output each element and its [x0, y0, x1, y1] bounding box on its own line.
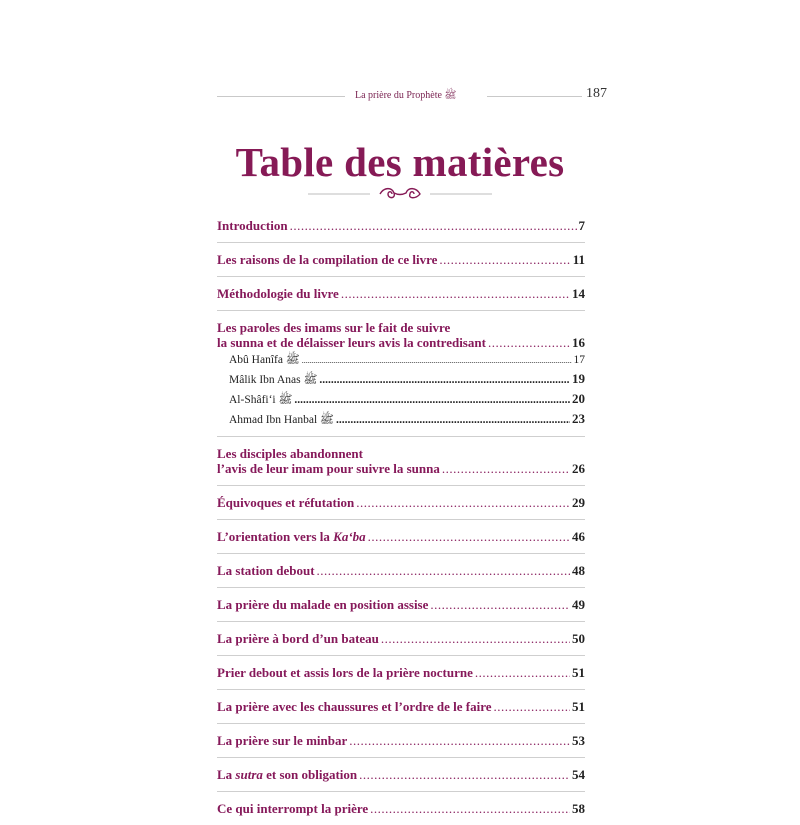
toc-entry-station-debout[interactable]	[217, 563, 585, 578]
divider	[217, 723, 585, 724]
toc-entry-page: 7	[578, 218, 585, 233]
toc-entry-title-part: La	[217, 767, 236, 782]
toc-entry-raisons[interactable]	[217, 252, 585, 267]
toc-entry-page: 58	[572, 801, 585, 816]
toc-entry-title	[217, 529, 366, 544]
toc-subentry-page: 19	[572, 371, 585, 386]
header-rule-right	[487, 96, 582, 97]
toc-entry-page: 26	[572, 461, 585, 476]
divider	[217, 519, 585, 520]
flourish-ornament-icon	[308, 184, 492, 204]
toc-subentry-page: 23	[572, 411, 585, 426]
divider	[217, 310, 585, 311]
divider	[217, 621, 585, 622]
toc-entry-page: 48	[572, 563, 585, 578]
toc-entry-page: 51	[572, 699, 585, 714]
toc-entry-chaussures[interactable]	[217, 699, 585, 714]
dot-leader	[381, 631, 570, 646]
toc-entry-title-italic: Ka‘ba	[333, 529, 366, 544]
toc-entry-title-italic: sutra	[235, 767, 263, 782]
toc-entry-introduction[interactable]	[217, 218, 585, 233]
toc-entry-orientation[interactable]	[217, 529, 585, 544]
dot-leader	[359, 767, 570, 782]
toc-entry-page: 29	[572, 495, 585, 510]
toc-entry-page: 50	[572, 631, 585, 646]
toc-subentry-title: Abû Hanîfa ﷺ	[229, 354, 300, 366]
page-title: Table des matières	[235, 139, 565, 185]
page-number: 187	[586, 86, 607, 101]
dot-leader	[302, 353, 572, 368]
toc-subentry-title: Al-Shâfi‘i ﷺ	[229, 394, 293, 406]
dot-leader	[317, 563, 570, 578]
toc-entry-title-line2: l’avis de leur imam pour suivre la sunna	[217, 461, 440, 476]
toc-subentry-malik[interactable]	[229, 371, 585, 388]
toc-entry-title: Prier debout et assis lors de la prière nocturne	[217, 665, 473, 680]
toc-entry-title-line1: Les paroles des imams sur le fait de suivre	[217, 320, 451, 335]
toc-entry-page: 51	[572, 665, 585, 680]
dot-leader	[356, 495, 570, 510]
divider	[217, 485, 585, 486]
dot-leader	[475, 665, 570, 680]
toc-entry-title: La prière avec les chaussures et l’ordre de le faire	[217, 699, 492, 714]
toc-subentry-page: 17	[573, 354, 585, 366]
toc-subentry-page: 20	[572, 391, 585, 406]
toc-entry-page: 53	[572, 733, 585, 748]
toc-entry-page: 54	[572, 767, 585, 782]
toc-entry-title-line1: Les disciples abandonnent	[217, 446, 363, 461]
toc-subentry-title: Ahmad Ibn Hanbal ﷺ	[229, 414, 334, 426]
dot-leader	[439, 252, 570, 267]
dot-leader	[349, 733, 570, 748]
toc-entry-page: 16	[572, 335, 585, 350]
divider	[217, 791, 585, 792]
divider	[217, 655, 585, 656]
toc-entry-title-part: et son obligation	[262, 767, 358, 782]
toc-entry-page: 14	[572, 286, 585, 301]
toc-entry-page: 46	[572, 529, 585, 544]
dot-leader	[294, 393, 570, 408]
dot-leader	[319, 373, 570, 388]
dot-leader	[341, 286, 570, 301]
dot-leader	[370, 801, 570, 816]
header-rule-left	[217, 96, 345, 97]
toc-entry-sutra[interactable]	[217, 767, 585, 782]
toc-entry-title	[217, 767, 357, 782]
toc-entry-bateau[interactable]	[217, 631, 585, 646]
toc-entry-title: Ce qui interrompt la prière	[217, 801, 369, 816]
divider	[217, 276, 585, 277]
toc-entry-malade[interactable]	[217, 597, 585, 612]
divider	[217, 689, 585, 690]
running-title: La prière du Prophète ﷺ	[355, 90, 457, 101]
divider	[217, 242, 585, 243]
toc-entry-title: La station debout	[217, 563, 315, 578]
toc-entry-methodologie[interactable]	[217, 286, 585, 301]
toc-subentry-ahmad[interactable]	[229, 411, 585, 428]
toc-entry-nocturne[interactable]	[217, 665, 585, 680]
toc-entry-page: 11	[572, 252, 585, 267]
toc-entry-title: La prière du malade en position assise	[217, 597, 429, 612]
dot-leader	[290, 218, 577, 233]
toc-entry-title: La prière sur le minbar	[217, 733, 348, 748]
toc-subentry-shafii[interactable]	[229, 391, 585, 408]
divider	[217, 757, 585, 758]
toc-entry-minbar[interactable]	[217, 733, 585, 748]
dot-leader	[442, 461, 570, 476]
toc-entry-interrompt[interactable]	[217, 801, 585, 816]
toc-entry-title-part: L’orientation vers la	[217, 529, 334, 544]
toc-entry-disciples[interactable]	[217, 446, 585, 476]
dot-leader	[368, 529, 570, 544]
toc-entry-paroles-imams[interactable]	[217, 320, 585, 350]
toc-entry-title: La prière à bord d’un bateau	[217, 631, 379, 646]
toc-entry-page: 49	[572, 597, 585, 612]
toc-entry-title: Équivoques et réfutation	[217, 495, 355, 510]
dot-leader	[488, 335, 570, 350]
toc-entry-title-line2: la sunna et de délaisser leurs avis la contredisant	[217, 335, 486, 350]
dot-leader	[494, 699, 570, 714]
dot-leader	[336, 413, 570, 428]
toc-entry-title: Les raisons de la compilation de ce livre	[217, 252, 438, 267]
toc-entry-equivoques[interactable]	[217, 495, 585, 510]
toc-subentry-title: Mâlik Ibn Anas ﷺ	[229, 374, 318, 386]
table-of-contents	[217, 218, 585, 825]
toc-subentry-abu-hanifa[interactable]	[229, 353, 585, 368]
divider	[217, 587, 585, 588]
toc-entry-title: Méthodologie du livre	[217, 286, 339, 301]
divider	[217, 553, 585, 554]
toc-entry-title: Introduction	[217, 218, 288, 233]
dot-leader	[430, 597, 570, 612]
divider	[217, 436, 585, 437]
running-header	[217, 88, 607, 106]
